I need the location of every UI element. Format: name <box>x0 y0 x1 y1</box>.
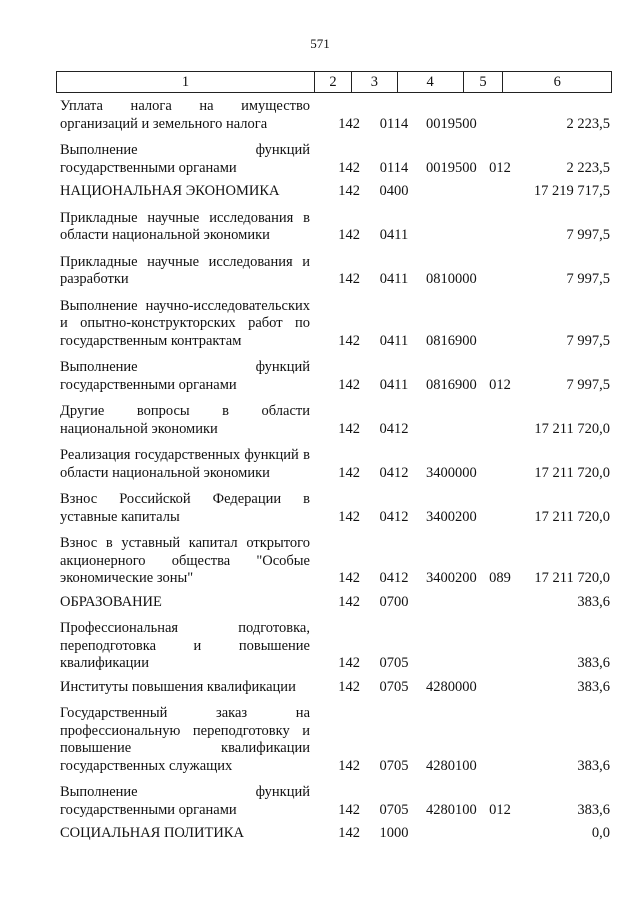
row-section-code: 0400 <box>379 183 409 199</box>
row-target-code: 0816900 <box>426 332 477 349</box>
row-ved-code: 142 <box>338 655 360 671</box>
row-name: Институты повышения квалификации <box>60 678 296 695</box>
header-col-1: 1 <box>57 72 315 92</box>
row-ved-code: 142 <box>338 801 360 818</box>
row-section-code: 0411 <box>379 332 409 349</box>
row-amount: 7 997,5 <box>566 271 610 287</box>
row-ved-code: 142 <box>338 593 360 610</box>
table-row <box>60 825 610 843</box>
row-section-code: 0412 <box>379 464 409 481</box>
row-ved-code: 142 <box>338 678 360 695</box>
row-amount: 17 219 717,5 <box>533 183 610 199</box>
row-ved-code: 142 <box>338 420 360 437</box>
row-ved-code: 142 <box>338 271 360 287</box>
table-row <box>60 98 610 133</box>
row-ved-code: 142 <box>338 115 360 132</box>
table-row <box>60 298 610 351</box>
row-section-code: 0705 <box>379 757 409 774</box>
table-row <box>60 142 610 177</box>
row-target-code: 3400000 <box>426 464 477 481</box>
row-name: СОЦИАЛЬНАЯ ПОЛИТИКА <box>60 825 244 841</box>
row-section-code: 1000 <box>379 825 409 841</box>
row-section-code: 0114 <box>379 115 409 132</box>
row-name: Выполнение функций государственными органами <box>60 142 310 176</box>
row-target-code: 0019500 <box>426 159 477 176</box>
row-ved-code: 142 <box>338 825 360 841</box>
row-target-code: 0816900 <box>426 376 477 393</box>
row-ved-code: 142 <box>338 570 360 586</box>
row-amount: 2 223,5 <box>566 159 610 176</box>
row-name: Прикладные научные исследования в области национальной экономики <box>60 209 310 243</box>
header-col-3: 3 <box>352 72 398 92</box>
row-amount: 0,0 <box>591 825 610 841</box>
row-target-code: 4280100 <box>426 757 477 774</box>
row-section-code: 0705 <box>379 801 409 818</box>
table-row <box>60 535 610 588</box>
row-expense-type: 012 <box>489 159 511 176</box>
row-amount: 17 211 720,0 <box>534 464 610 481</box>
row-name: Взнос в уставный капитал открытого акционерного общества "Особые экономические зоны" <box>60 535 310 586</box>
row-ved-code: 142 <box>338 508 360 525</box>
row-target-code: 4280000 <box>426 678 477 695</box>
row-amount: 383,6 <box>577 678 610 695</box>
row-section-code: 0412 <box>379 570 409 586</box>
row-name: Уплата налога на имущество организаций и земельного налога <box>60 98 310 132</box>
row-amount: 2 223,5 <box>566 115 610 132</box>
header-col-2: 2 <box>315 72 352 92</box>
row-name: Выполнение научно-исследовательских и опытно-конструкторских работ по государственным контрактам <box>60 297 310 349</box>
row-section-code: 0411 <box>379 376 409 393</box>
row-amount: 383,6 <box>577 593 610 610</box>
row-ved-code: 142 <box>338 464 360 481</box>
row-section-code: 0411 <box>379 227 409 243</box>
table-row <box>60 491 610 526</box>
row-name: Другие вопросы в области национальной экономики <box>60 403 310 437</box>
row-section-code: 0705 <box>379 655 409 671</box>
row-ved-code: 142 <box>338 332 360 349</box>
row-section-code: 0705 <box>379 678 409 695</box>
row-section-code: 0412 <box>379 420 409 437</box>
table-row <box>60 594 610 612</box>
row-name: Выполнение функций государственными органами <box>60 784 310 818</box>
table-row <box>60 447 610 482</box>
row-amount: 7 997,5 <box>566 376 610 393</box>
row-section-code: 0411 <box>379 271 409 287</box>
row-ved-code: 142 <box>338 227 360 243</box>
header-col-5: 5 <box>464 72 504 92</box>
row-expense-type: 012 <box>489 376 511 393</box>
row-name: Выполнение функций государственными органами <box>60 359 310 393</box>
table-row <box>60 359 610 394</box>
table-row <box>60 403 610 438</box>
row-target-code: 0019500 <box>426 115 477 132</box>
row-name: Реализация государственных функций в области национальной экономики <box>60 447 310 481</box>
row-amount: 7 997,5 <box>566 332 610 349</box>
row-ved-code: 142 <box>338 376 360 393</box>
table-row <box>60 705 610 775</box>
row-target-code: 3400200 <box>426 508 477 525</box>
row-ved-code: 142 <box>338 757 360 774</box>
header-col-4: 4 <box>398 72 464 92</box>
table-row <box>60 183 610 201</box>
row-target-code: 0810000 <box>426 271 477 287</box>
row-amount: 17 211 720,0 <box>534 508 610 525</box>
table-header <box>56 71 612 93</box>
row-amount: 383,6 <box>577 655 610 671</box>
row-target-code: 3400200 <box>426 570 477 586</box>
row-target-code: 4280100 <box>426 801 477 818</box>
table-row <box>60 679 610 697</box>
row-name: Прикладные научные исследования и разработки <box>60 253 310 287</box>
row-section-code: 0412 <box>379 508 409 525</box>
row-expense-type: 089 <box>489 570 511 586</box>
table-body <box>60 98 610 843</box>
page-number: 571 <box>310 36 330 51</box>
row-amount: 383,6 <box>577 801 610 818</box>
row-ved-code: 142 <box>338 159 360 176</box>
row-amount: 17 211 720,0 <box>534 570 610 586</box>
table-row <box>60 210 610 245</box>
row-name: ОБРАЗОВАНИЕ <box>60 593 162 610</box>
row-amount: 7 997,5 <box>566 227 610 243</box>
header-col-6: 6 <box>553 74 561 90</box>
row-name: Государственный заказ на профессиональную переподготовку и повышение квалификации государственных служащих <box>60 705 310 774</box>
row-name: Взнос Российской Федерации в уставные капиталы <box>60 491 310 525</box>
row-ved-code: 142 <box>338 183 360 199</box>
table-row <box>60 620 610 673</box>
row-amount: 17 211 720,0 <box>534 420 610 437</box>
row-name: Профессиональная подготовка, переподготовка и повышение квалификации <box>60 620 310 671</box>
row-section-code: 0114 <box>379 159 409 176</box>
row-amount: 383,6 <box>577 757 610 774</box>
table-row <box>60 784 610 819</box>
row-expense-type: 012 <box>489 801 511 818</box>
table-row <box>60 254 610 289</box>
row-name: НАЦИОНАЛЬНАЯ ЭКОНОМИКА <box>60 183 280 199</box>
row-section-code: 0700 <box>379 593 409 610</box>
